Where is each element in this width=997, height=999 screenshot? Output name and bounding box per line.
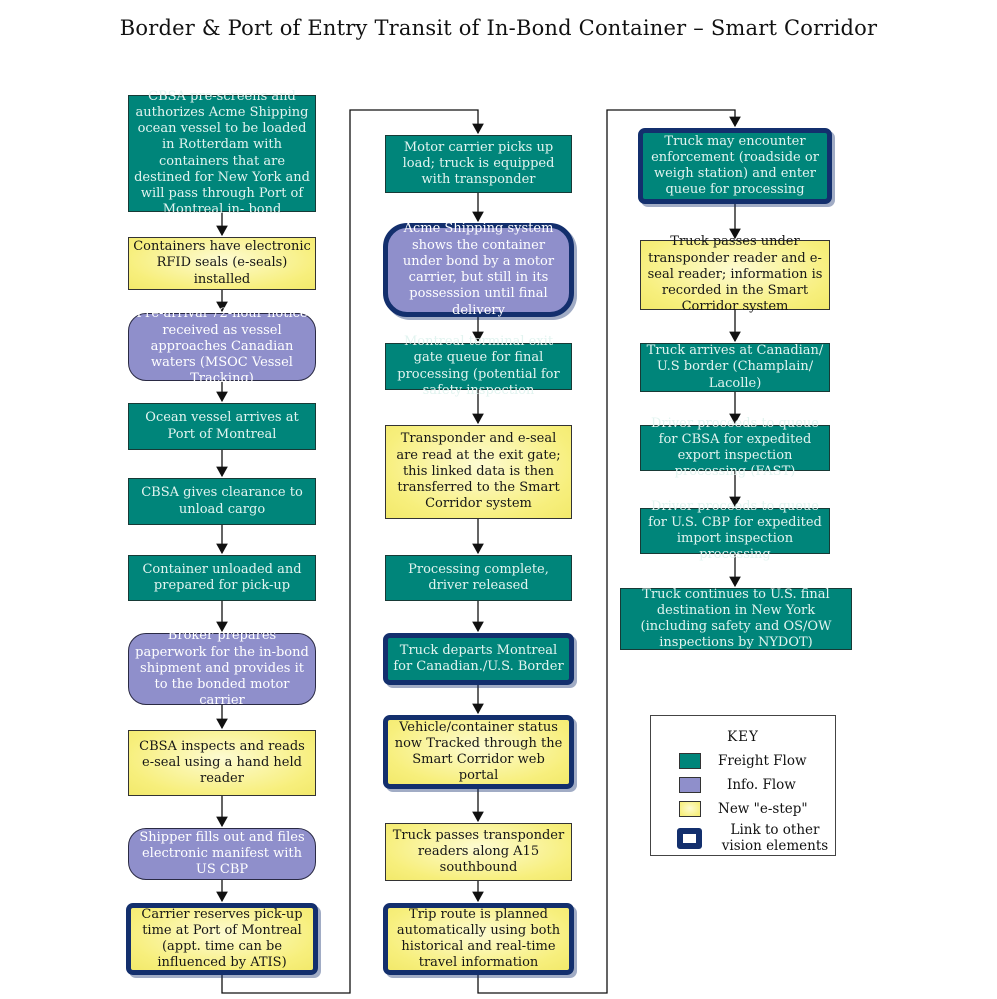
step-truck-passes-readers: Truck passes under transponder reader and e-seal reader; information is recorded in the Smart Corridor system bbox=[640, 240, 830, 310]
diagram-title: Border & Port of Entry Transit of In-Bond Container – Smart Corridor bbox=[119, 16, 878, 40]
legend-label-freight: Freight Flow bbox=[718, 753, 807, 769]
step-cbsa-inspects-eseal: CBSA inspects and reads e-seal using a hand held reader bbox=[128, 730, 316, 796]
step-motor-carrier-pickup: Motor carrier picks up load; truck is equipped with transponder bbox=[385, 135, 572, 193]
step-transponder-readers-a15: Truck passes transponder readers along A15 southbound bbox=[385, 823, 572, 881]
step-cbsa-prescreens: CBSA pre-screens and authorizes Acme Shipping ocean vessel to be loaded in Rotterdam with containers that are destined for New York and will pass through Port of Montreal in- bond bbox=[128, 95, 316, 212]
step-truck-enforcement-queue: Truck may encounter enforcement (roadside or weigh station) and enter queue for processing bbox=[638, 128, 832, 204]
step-status-tracked-portal: Vehicle/container status now Tracked through the Smart Corridor web portal bbox=[383, 715, 574, 789]
step-acme-system-bond: Acme Shipping system shows the container under bond by a motor carrier, but still in its possession until final delivery bbox=[383, 223, 574, 317]
step-cbsa-clearance-unload: CBSA gives clearance to unload cargo bbox=[128, 478, 316, 525]
legend-title: KEY bbox=[727, 729, 759, 745]
step-container-unloaded: Container unloaded and prepared for pick-up bbox=[128, 555, 316, 601]
step-truck-arrives-border: Truck arrives at Canadian/ U.S border (Champlain/ Lacolle) bbox=[640, 343, 830, 392]
info-flow-swatch bbox=[679, 777, 701, 793]
legend-row-estep bbox=[679, 801, 835, 817]
legend-row-freight bbox=[679, 753, 835, 769]
step-queue-cbsa-fast: Driver proceeds to queue for CBSA for expedited export inspection processing (FAST) bbox=[640, 425, 830, 471]
legend-label-link: Link to other vision elements bbox=[721, 822, 829, 854]
legend-row-info bbox=[679, 777, 835, 793]
step-transponder-read-exit: Transponder and e-seal are read at the exit gate; this linked data is then transferred to the Smart Corridor system bbox=[385, 425, 572, 519]
legend-label-info: Info. Flow bbox=[727, 777, 796, 793]
step-shipper-manifest: Shipper fills out and files electronic manifest with US CBP bbox=[128, 828, 316, 880]
estep-swatch bbox=[679, 801, 701, 817]
legend bbox=[650, 715, 836, 856]
step-vessel-arrives-montreal: Ocean vessel arrives at Port of Montreal bbox=[128, 403, 316, 450]
step-queue-us-cbp: Driver proceeds to queue for U.S. CBP for expedited import inspection processing bbox=[640, 508, 830, 554]
step-truck-departs-montreal: Truck departs Montreal for Canadian./U.S. Border bbox=[383, 633, 574, 685]
legend-label-estep: New "e-step" bbox=[718, 801, 808, 817]
step-truck-continues-newyork: Truck continues to U.S. final destination in New York (including safety and OS/OW inspections by NYDOT) bbox=[620, 588, 852, 650]
step-terminal-exit-gate: Montreal terminal exit gate queue for final processing (potential for safety inspection bbox=[385, 343, 572, 390]
step-rfid-eseals-installed: Containers have electronic RFID seals (e-seals) installed bbox=[128, 237, 316, 290]
freight-flow-swatch bbox=[679, 753, 701, 769]
step-processing-complete: Processing complete, driver released bbox=[385, 555, 572, 601]
legend-row-link bbox=[679, 822, 835, 854]
step-broker-paperwork: Broker prepares paperwork for the in-bond shipment and provides it to the bonded motor carrier bbox=[128, 633, 316, 705]
step-prearrival-notice: Pre-arrival 72-hour notice received as vessel approaches Canadian waters (MSOC Vessel Tracking) bbox=[128, 313, 316, 381]
step-trip-route-planned: Trip route is planned automatically using both historical and real-time travel information bbox=[383, 903, 574, 975]
link-swatch bbox=[677, 828, 702, 849]
step-carrier-reserves-pickup: Carrier reserves pick-up time at Port of Montreal (appt. time can be influenced by ATIS) bbox=[126, 903, 318, 975]
